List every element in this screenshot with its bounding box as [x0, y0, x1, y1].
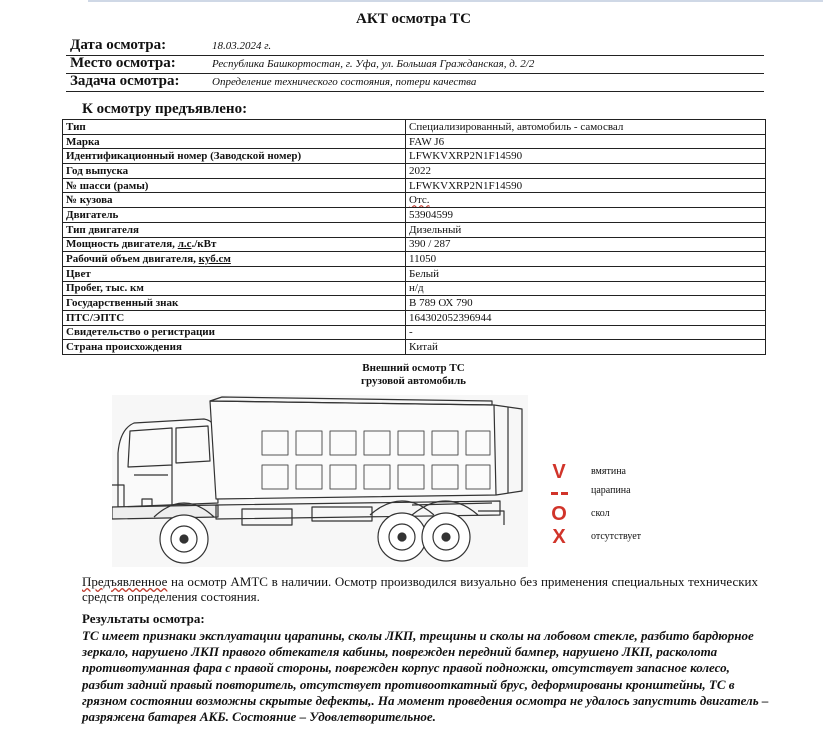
table-row — [63, 222, 766, 237]
date-label: Дата осмотра: — [70, 37, 167, 53]
caption-line-1: Внешний осмотр ТС — [362, 362, 465, 374]
spec-key: Цвет — [63, 266, 406, 281]
table-row — [63, 193, 766, 208]
date-value: 18.03.2024 г. — [212, 40, 272, 52]
table-row — [63, 252, 766, 267]
spec-key-suffix: ./кВт — [191, 238, 217, 251]
spec-value: 53904599 — [406, 208, 766, 223]
spec-value: - — [406, 325, 766, 340]
spec-key-unit: куб.см — [198, 253, 231, 266]
spec-value — [406, 193, 766, 208]
paragraph-text: на осмотр АМТС в наличии. Осмотр производился визуально без применения специальных технических средств определения состояния. — [82, 574, 758, 604]
spec-key — [63, 252, 406, 267]
date-row — [66, 37, 764, 56]
legend-item-dent — [548, 462, 688, 482]
inspection-caption — [0, 362, 827, 388]
top-border-line — [88, 0, 823, 2]
presence-paragraph — [82, 574, 758, 604]
scratch-symbol — [551, 492, 558, 495]
table-row — [63, 149, 766, 164]
dent-symbol: V — [552, 461, 566, 483]
legend-label: скол — [591, 508, 610, 519]
spec-value: 2022 — [406, 164, 766, 179]
table-row — [63, 208, 766, 223]
paragraph-first-word: Предъявленное — [82, 574, 168, 589]
missing-symbol: X — [552, 526, 566, 548]
spec-value: Дизельный — [406, 222, 766, 237]
spec-value: 11050 — [406, 252, 766, 267]
spec-key: № кузова — [63, 193, 406, 208]
spec-key: Тип — [63, 120, 406, 135]
caption-line-2: грузовой автомобиль — [361, 375, 466, 387]
spec-key: № шасси (рамы) — [63, 178, 406, 193]
spec-key-prefix: Рабочий объем двигателя, — [66, 253, 199, 266]
table-row — [63, 310, 766, 325]
damage-legend — [548, 462, 688, 552]
table-row — [63, 237, 766, 252]
table-row — [63, 120, 766, 135]
spec-key: Год выпуска — [63, 164, 406, 179]
vehicle-spec-table — [62, 119, 766, 355]
spec-key: Марка — [63, 134, 406, 149]
spec-value: FAW J6 — [406, 134, 766, 149]
legend-label: царапина — [591, 485, 631, 496]
spec-value: LFWKVXRP2N1F14590 — [406, 178, 766, 193]
spec-value: Китай — [406, 340, 766, 355]
spec-key: Страна происхождения — [63, 340, 406, 355]
place-value: Республика Башкортостан, г. Уфа, ул. Большая Гражданская, д. 2/2 — [212, 58, 535, 70]
table-row — [63, 266, 766, 281]
document-title: АКТ осмотра ТС — [356, 11, 471, 27]
dump-truck-diagram — [112, 395, 528, 567]
spec-value: В 789 ОХ 790 — [406, 296, 766, 311]
place-label: Место осмотра: — [70, 55, 176, 71]
table-row — [63, 134, 766, 149]
spec-key: Идентификационный номер (Заводской номер) — [63, 149, 406, 164]
table-row — [63, 178, 766, 193]
spec-key — [63, 237, 406, 252]
spec-key: ПТС/ЭПТС — [63, 310, 406, 325]
spec-value-text: Отс. — [409, 194, 430, 207]
legend-item-chip — [548, 504, 688, 524]
legend-item-scratch — [548, 484, 688, 504]
spec-value: Белый — [406, 266, 766, 281]
spec-key-unit: л.с — [177, 238, 192, 251]
table-row — [63, 325, 766, 340]
table-row — [63, 340, 766, 355]
spec-key: Свидетельство о регистрации — [63, 325, 406, 340]
spec-value: 164302052396944 — [406, 310, 766, 325]
results-heading: Результаты осмотра: — [82, 611, 205, 626]
spec-key: Тип двигателя — [63, 222, 406, 237]
spec-value: н/д — [406, 281, 766, 296]
spec-key-prefix: Мощность двигателя, — [66, 238, 178, 251]
spec-key: Государственный знак — [63, 296, 406, 311]
table-row — [63, 281, 766, 296]
spec-value: 390 / 287 — [406, 237, 766, 252]
task-label: Задача осмотра: — [70, 73, 180, 89]
spec-value: Специализированный, автомобиль - самосвал — [406, 120, 766, 135]
place-row — [66, 55, 764, 74]
table-row — [63, 164, 766, 179]
table-row — [63, 296, 766, 311]
chip-symbol: O — [551, 503, 567, 525]
legend-item-missing — [548, 527, 688, 547]
presented-heading: К осмотру предъявлено: — [82, 101, 248, 117]
spec-key: Двигатель — [63, 208, 406, 223]
results-text: ТС имеет признаки эксплуатации царапины, сколы ЛКП, трещины и сколы на лобовом стекле, разбито бардюрное зеркало, нарушено ЛКП правого обтекателя кабины, поврежден передний бампер, нарушено ЛКП, расколота противотуманная фара с правой стороны, поврежден корпус правой подножки, отсутствует запасное колесо, разбит задний правый повторитель, отсутствует противооткатный брус, деформированы кронштейны, ТС в грязном состоянии возможны скрытые дефекты,. На момент проведения осмотра не удалось запустить двигатель – разряжена батарея АКБ. Состояние – Удовлетворительное. — [82, 628, 769, 725]
scratch-symbol — [561, 492, 568, 495]
legend-label: отсутствует — [591, 531, 642, 542]
legend-label: вмятина — [591, 466, 626, 477]
spec-key: Пробег, тыс. км — [63, 281, 406, 296]
task-row — [66, 73, 764, 92]
task-value: Определение технического состояния, потери качества — [212, 76, 477, 88]
spec-value: LFWKVXRP2N1F14590 — [406, 149, 766, 164]
